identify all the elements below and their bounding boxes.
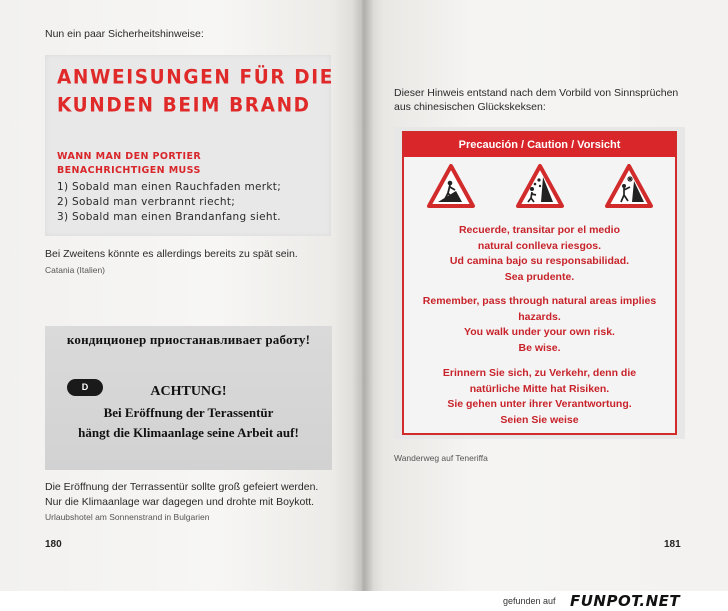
spanish-line: Ud camina bajo su responsabilidad.	[449, 255, 630, 267]
left-intro-text: Nun ein paar Sicherheitshinweise:	[45, 28, 204, 40]
german-line: Seien Sie weise	[500, 413, 579, 426]
sign-line3: hängt die Klimaanlage seine Arbeit auf!	[78, 425, 299, 440]
english-line: hazards.	[518, 310, 561, 323]
hiker-on-slope-warning-icon	[426, 163, 476, 209]
german-line: Sie gehen unter ihrer Verantwortung.	[447, 398, 632, 410]
spanish-text-block	[404, 223, 675, 285]
sign-subtitle-line1: WANN MAN DEN PORTIER	[57, 151, 202, 162]
sign-header: Precaución / Caution / Vorsicht	[404, 133, 675, 157]
sign-item: 1) Sobald man einen Rauchfaden merkt;	[57, 181, 282, 193]
german-text-block	[404, 366, 675, 428]
german-line: natürliche Mitte hat Risiken.	[469, 382, 610, 395]
right-intro-line1: Dieser Hinweis entstand nach dem Vorbild von Sinnsprüchen	[394, 87, 679, 99]
climber-falling-ice-warning-icon	[604, 163, 654, 209]
achtung-heading: ACHTUNG!	[150, 384, 227, 399]
left-text2-line1: Die Eröffnung der Terrassentür sollte groß gefeiert werden.	[45, 481, 319, 493]
air-conditioning-sign	[45, 326, 332, 470]
falling-rocks-warning-icon	[515, 163, 565, 209]
left-text2-line2: Nur die Klimaanlage war dagegen und drohte mit Boykott.	[45, 496, 315, 508]
spanish-line: Sea prudente.	[504, 270, 575, 283]
russian-sign-line: кондиционер приостанавливает работу!	[66, 332, 311, 347]
book-gutter	[352, 0, 374, 611]
right-caption: Wanderweg auf Teneriffa	[394, 453, 488, 463]
hiking-caution-sign	[394, 127, 685, 439]
spanish-line: Recuerde, transitar por el medio	[458, 224, 621, 236]
english-line: Be wise.	[518, 341, 561, 354]
country-badge: D	[67, 379, 103, 396]
right-intro-line2: aus chinesischen Glückskeksen:	[394, 101, 546, 113]
page-number-right: 181	[664, 539, 681, 550]
sign-item: 2) Sobald man verbrannt riecht;	[57, 196, 236, 208]
sign-title-line2: KUNDEN BEIM BRAND	[57, 94, 311, 117]
spanish-line: natural conlleva riesgos.	[477, 239, 602, 252]
page-number-left: 180	[45, 539, 62, 550]
watermark-prefix: gefunden auf	[503, 596, 556, 606]
watermark-bar	[0, 591, 728, 611]
german-line: Erinnern Sie sich, zu Verkehr, denn die	[442, 367, 637, 379]
english-line: Remember, pass through natural areas implies	[422, 295, 657, 307]
english-line: You walk under your own risk.	[464, 326, 615, 338]
left-text1: Bei Zweitens könnte es allerdings bereits zu spät sein.	[45, 248, 298, 260]
funpot-logo: FUNPOT.NET	[570, 592, 681, 610]
left-caption2: Urlaubshotel am Sonnenstrand in Bulgarien	[45, 512, 210, 522]
sign-subtitle-line2: BENACHRICHTIGEN MUSS	[57, 165, 201, 176]
sign-title-line1: ANWEISUNGEN FÜR DIE	[57, 66, 334, 89]
english-text-block	[404, 294, 675, 356]
left-caption1: Catania (Italien)	[45, 265, 106, 275]
sign-frame	[402, 131, 677, 435]
sign-line2: Bei Eröffnung der Terassentür	[103, 405, 274, 420]
fire-instructions-sign	[45, 55, 334, 236]
sign-item: 3) Sobald man einen Brandanfang sieht.	[57, 211, 281, 223]
